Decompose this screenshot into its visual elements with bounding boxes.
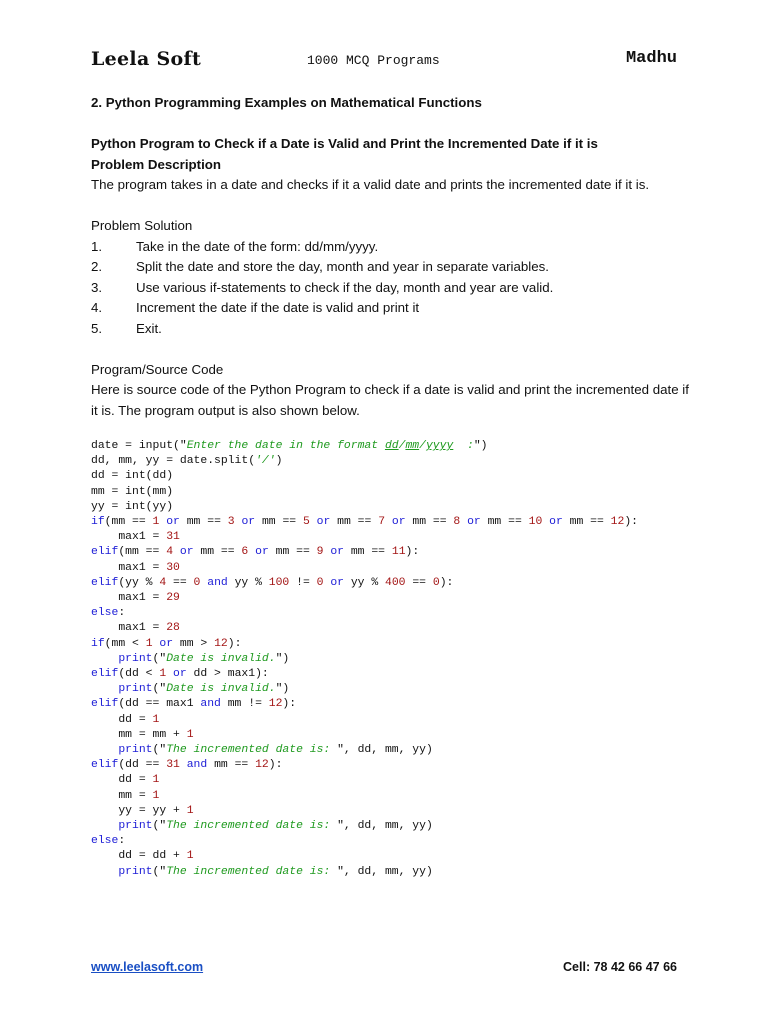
header-author: Madhu bbox=[625, 49, 677, 68]
problem-description-heading: Problem Description bbox=[91, 156, 222, 172]
code-line: max1 = 28 bbox=[91, 622, 180, 635]
code-line: dd = dd + 1 bbox=[91, 850, 194, 863]
step-number: 4. bbox=[91, 300, 103, 315]
code-line: if(mm < 1 or mm > 12): bbox=[91, 637, 242, 650]
list-item bbox=[91, 319, 691, 340]
cell-number: Cell: 78 42 66 47 66 bbox=[563, 960, 677, 974]
section-title: 2. Python Programming Examples on Mathematical Functions bbox=[91, 95, 482, 110]
code-line: dd, mm, yy = date.split('/') bbox=[91, 455, 283, 468]
list-item bbox=[91, 257, 691, 278]
list-item bbox=[91, 298, 691, 319]
code-line: print("The incremented date is: ", dd, mm, yy) bbox=[118, 744, 433, 757]
page-footer bbox=[91, 960, 679, 980]
steps-list bbox=[91, 237, 691, 340]
code-line: dd = int(dd) bbox=[91, 470, 174, 483]
step-text: Use various if-statements to check if the day, month and year are valid. bbox=[136, 279, 554, 295]
list-item bbox=[91, 278, 691, 299]
code-line: dd = 1 bbox=[91, 713, 160, 726]
code-block bbox=[91, 439, 638, 880]
code-line: date = input("Enter the date in the format dd/mm/yyyy :") bbox=[91, 440, 488, 452]
code-line: elif(dd == max1 and mm != 12): bbox=[91, 698, 297, 711]
code-line: print("The incremented date is: ", dd, mm, yy) bbox=[118, 820, 433, 833]
step-number: 3. bbox=[91, 279, 103, 295]
code-line: elif(dd == 31 and mm == 12): bbox=[91, 759, 283, 772]
code-line: print("Date is invalid.") bbox=[118, 683, 290, 696]
spacer bbox=[91, 339, 691, 360]
step-text: Take in the date of the form: dd/mm/yyyy. bbox=[136, 238, 379, 254]
code-line: max1 = 30 bbox=[91, 561, 180, 574]
spacer bbox=[91, 196, 691, 217]
code-line: elif(yy % 4 == 0 and yy % 100 != 0 or yy % 400 == 0): bbox=[91, 576, 454, 589]
code-line: max1 = 31 bbox=[91, 531, 180, 544]
code-line: dd = 1 bbox=[91, 774, 160, 787]
header-title: 1000 MCQ Programs bbox=[307, 53, 440, 68]
source-code-intro: Here is source code of the Python Program to check if a date is valid and print the incremented date if it is. The program output is also shown below. bbox=[91, 382, 689, 418]
step-text: Exit. bbox=[136, 320, 162, 336]
step-number: 1. bbox=[91, 238, 103, 254]
problem-description-text: The program takes in a date and checks if it a valid date and prints the incremented date if it is. bbox=[91, 177, 650, 192]
step-text: Split the date and store the day, month and year in separate variables. bbox=[136, 259, 549, 274]
code-line: elif(mm == 4 or mm == 6 or mm == 9 or mm == 11): bbox=[91, 546, 420, 559]
document-body bbox=[91, 93, 691, 421]
step-number: 5. bbox=[91, 320, 103, 336]
step-text: Increment the date if the date is valid and print it bbox=[136, 300, 420, 315]
list-item bbox=[91, 237, 691, 258]
step-number: 2. bbox=[91, 259, 103, 274]
code-line: else: bbox=[91, 607, 126, 620]
code-line: print("Date is invalid.") bbox=[118, 652, 290, 665]
page-header bbox=[91, 48, 679, 74]
spacer bbox=[91, 114, 691, 135]
website-link[interactable]: www.leelasoft.com bbox=[91, 960, 204, 974]
code-line: else: bbox=[91, 835, 126, 848]
code-line: max1 = 29 bbox=[91, 592, 180, 605]
program-title: Python Program to Check if a Date is Valid and Print the Incremented Date if it is bbox=[91, 136, 598, 151]
code-line: print("The incremented date is: ", dd, mm, yy) bbox=[118, 865, 433, 878]
code-line: mm = mm + 1 bbox=[91, 728, 194, 741]
code-line: if(mm == 1 or mm == 3 or mm == 5 or mm == 7 or mm == 8 or mm == 10 or mm == 12): bbox=[91, 516, 639, 529]
code-line: yy = yy + 1 bbox=[91, 804, 194, 817]
brand-logo-text: Leela Soft bbox=[91, 48, 202, 70]
source-code-heading: Program/Source Code bbox=[91, 361, 224, 377]
code-line: mm = 1 bbox=[91, 789, 160, 802]
code-line: yy = int(yy) bbox=[91, 500, 174, 513]
code-line: elif(dd < 1 or dd > max1): bbox=[91, 668, 269, 681]
problem-solution-heading: Problem Solution bbox=[91, 218, 193, 233]
code-line: mm = int(mm) bbox=[91, 485, 174, 498]
